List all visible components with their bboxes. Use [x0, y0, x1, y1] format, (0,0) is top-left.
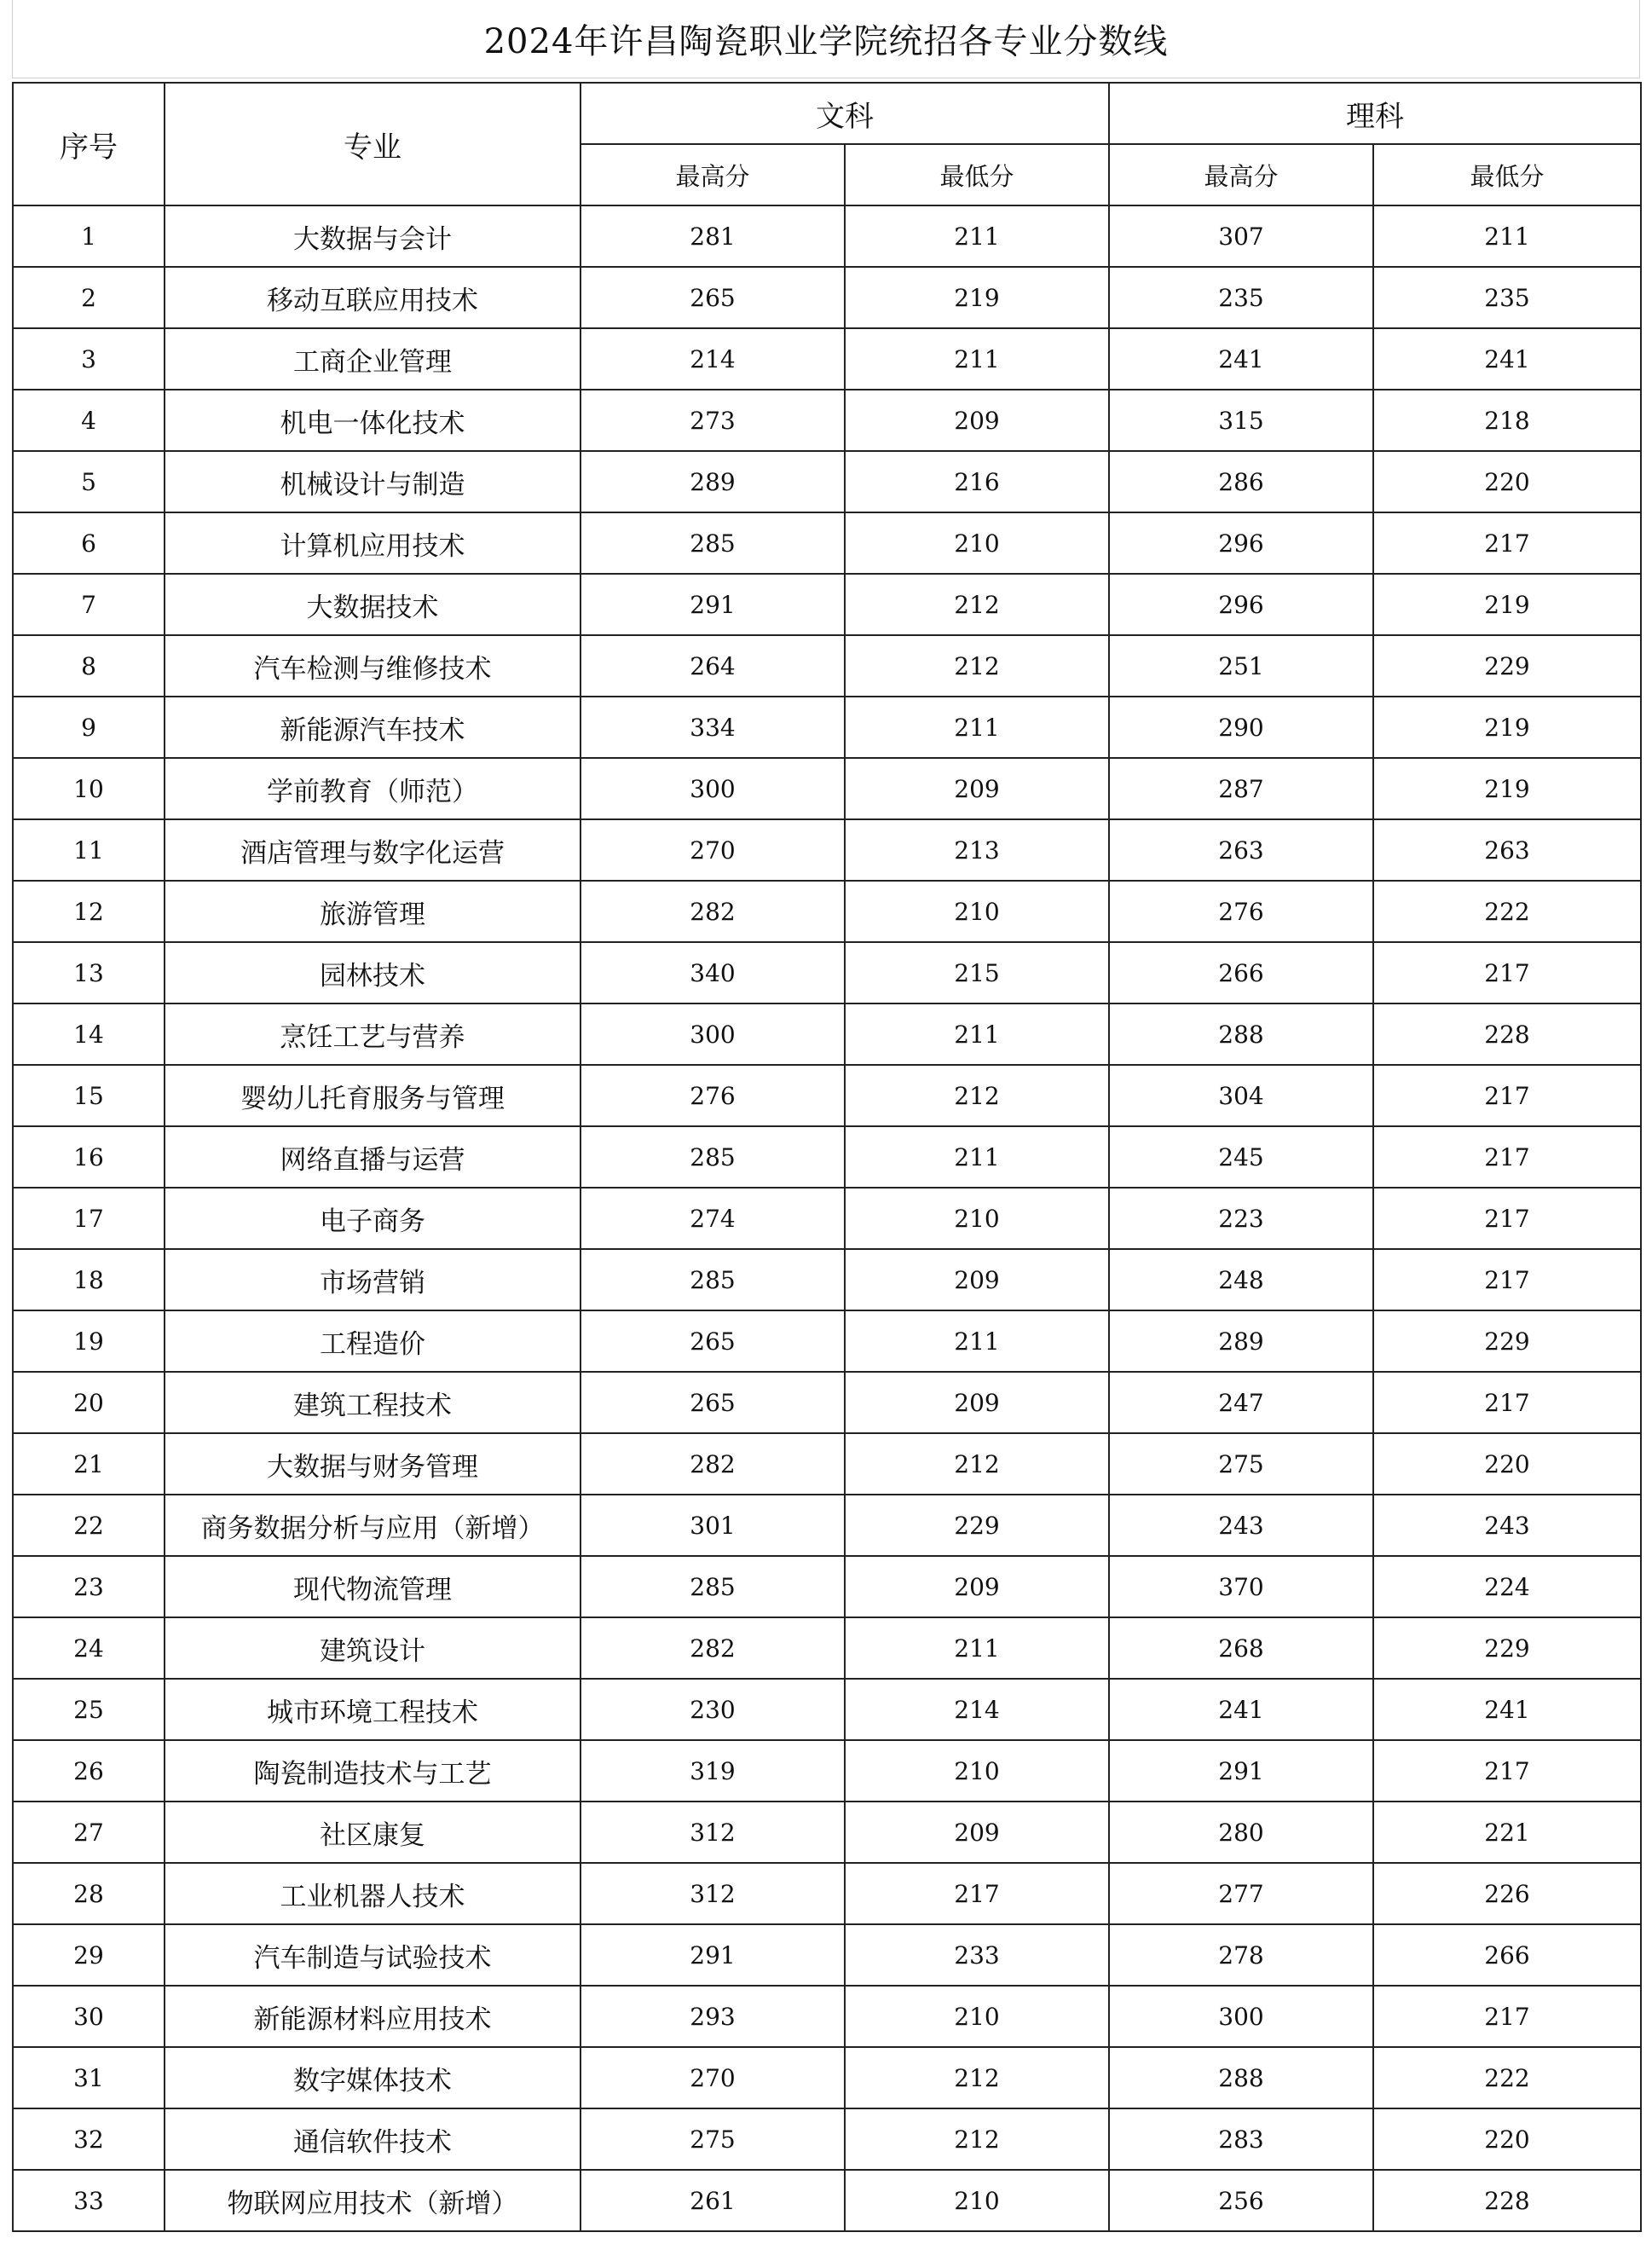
cell-liberal-lowest: 210	[845, 1188, 1109, 1249]
cell-index: 5	[13, 451, 165, 512]
cell-liberal-lowest: 215	[845, 942, 1109, 1003]
cell-liberal-lowest: 211	[845, 328, 1109, 390]
table-row	[13, 1679, 1641, 1740]
cell-science-highest: 247	[1109, 1372, 1373, 1433]
header-index: 序号	[13, 83, 165, 205]
cell-science-highest: 370	[1109, 1556, 1373, 1617]
cell-science-highest: 268	[1109, 1617, 1373, 1679]
cell-science-lowest: 219	[1373, 574, 1641, 635]
cell-science-highest: 288	[1109, 2047, 1373, 2108]
header-liberal-lowest: 最低分	[845, 144, 1109, 205]
cell-liberal-lowest: 211	[845, 697, 1109, 758]
cell-science-highest: 296	[1109, 574, 1373, 635]
cell-major: 工业机器人技术	[165, 1863, 581, 1924]
table-row	[13, 942, 1641, 1003]
table-row	[13, 819, 1641, 881]
cell-major: 电子商务	[165, 1188, 581, 1249]
cell-major: 工商企业管理	[165, 328, 581, 390]
cell-liberal-highest: 265	[581, 1310, 845, 1372]
cell-major: 计算机应用技术	[165, 512, 581, 574]
cell-index: 17	[13, 1188, 165, 1249]
cell-index: 26	[13, 1740, 165, 1802]
cell-liberal-highest: 270	[581, 819, 845, 881]
table-row	[13, 1556, 1641, 1617]
header-science: 理科	[1109, 83, 1641, 144]
cell-major: 通信软件技术	[165, 2108, 581, 2170]
table-row	[13, 205, 1641, 267]
cell-science-lowest: 220	[1373, 451, 1641, 512]
cell-index: 20	[13, 1372, 165, 1433]
cell-science-highest: 290	[1109, 697, 1373, 758]
table-row	[13, 1003, 1641, 1065]
cell-science-lowest: 241	[1373, 328, 1641, 390]
cell-science-highest: 291	[1109, 1740, 1373, 1802]
cell-science-highest: 235	[1109, 267, 1373, 328]
cell-liberal-highest: 334	[581, 697, 845, 758]
cell-major: 网络直播与运营	[165, 1126, 581, 1188]
cell-science-highest: 243	[1109, 1495, 1373, 1556]
cell-science-lowest: 217	[1373, 1372, 1641, 1433]
cell-major: 大数据与财务管理	[165, 1433, 581, 1495]
cell-major: 大数据与会计	[165, 205, 581, 267]
cell-liberal-lowest: 210	[845, 881, 1109, 942]
cell-index: 1	[13, 205, 165, 267]
cell-science-lowest: 228	[1373, 1003, 1641, 1065]
cell-liberal-highest: 285	[581, 1556, 845, 1617]
cell-major: 新能源汽车技术	[165, 697, 581, 758]
cell-liberal-highest: 301	[581, 1495, 845, 1556]
cell-science-lowest: 217	[1373, 512, 1641, 574]
cell-science-highest: 289	[1109, 1310, 1373, 1372]
cell-index: 3	[13, 328, 165, 390]
cell-index: 6	[13, 512, 165, 574]
cell-index: 8	[13, 635, 165, 697]
table-row	[13, 328, 1641, 390]
cell-index: 18	[13, 1249, 165, 1310]
cell-science-lowest: 226	[1373, 1863, 1641, 1924]
cell-liberal-highest: 319	[581, 1740, 845, 1802]
cell-index: 14	[13, 1003, 165, 1065]
cell-index: 27	[13, 1802, 165, 1863]
table-row	[13, 1310, 1641, 1372]
cell-major: 数字媒体技术	[165, 2047, 581, 2108]
header-liberal-highest: 最高分	[581, 144, 845, 205]
cell-liberal-lowest: 219	[845, 267, 1109, 328]
cell-index: 32	[13, 2108, 165, 2170]
table-row	[13, 2170, 1641, 2231]
cell-science-lowest: 235	[1373, 267, 1641, 328]
table-row	[13, 1617, 1641, 1679]
cell-liberal-lowest: 212	[845, 1433, 1109, 1495]
cell-science-highest: 278	[1109, 1924, 1373, 1986]
cell-liberal-highest: 282	[581, 1617, 845, 1679]
cell-liberal-lowest: 212	[845, 2047, 1109, 2108]
cell-science-lowest: 229	[1373, 1310, 1641, 1372]
cell-science-highest: 296	[1109, 512, 1373, 574]
cell-major: 烹饪工艺与营养	[165, 1003, 581, 1065]
table-row	[13, 1986, 1641, 2047]
table-row	[13, 1065, 1641, 1126]
cell-science-highest: 304	[1109, 1065, 1373, 1126]
cell-index: 25	[13, 1679, 165, 1740]
cell-science-lowest: 217	[1373, 1126, 1641, 1188]
cell-liberal-lowest: 209	[845, 758, 1109, 819]
score-table-body	[13, 205, 1641, 2231]
cell-major: 大数据技术	[165, 574, 581, 635]
cell-science-lowest: 224	[1373, 1556, 1641, 1617]
cell-liberal-highest: 282	[581, 1433, 845, 1495]
cell-liberal-highest: 273	[581, 390, 845, 451]
cell-science-lowest: 228	[1373, 2170, 1641, 2231]
cell-index: 29	[13, 1924, 165, 1986]
cell-liberal-lowest: 211	[845, 1617, 1109, 1679]
header-science-highest: 最高分	[1109, 144, 1373, 205]
table-row	[13, 2108, 1641, 2170]
header-liberal-arts: 文科	[581, 83, 1109, 144]
cell-liberal-highest: 285	[581, 1249, 845, 1310]
cell-science-highest: 256	[1109, 2170, 1373, 2231]
cell-liberal-highest: 312	[581, 1802, 845, 1863]
cell-liberal-lowest: 210	[845, 2170, 1109, 2231]
cell-science-lowest: 222	[1373, 881, 1641, 942]
cell-science-highest: 248	[1109, 1249, 1373, 1310]
cell-index: 4	[13, 390, 165, 451]
table-row	[13, 635, 1641, 697]
cell-liberal-highest: 340	[581, 942, 845, 1003]
cell-science-lowest: 241	[1373, 1679, 1641, 1740]
cell-science-highest: 266	[1109, 942, 1373, 1003]
cell-science-lowest: 211	[1373, 205, 1641, 267]
cell-science-lowest: 220	[1373, 1433, 1641, 1495]
cell-index: 10	[13, 758, 165, 819]
cell-liberal-highest: 270	[581, 2047, 845, 2108]
cell-science-highest: 307	[1109, 205, 1373, 267]
cell-index: 30	[13, 1986, 165, 2047]
cell-index: 16	[13, 1126, 165, 1188]
cell-liberal-highest: 293	[581, 1986, 845, 2047]
cell-liberal-highest: 230	[581, 1679, 845, 1740]
cell-science-highest: 241	[1109, 1679, 1373, 1740]
cell-major: 学前教育（师范）	[165, 758, 581, 819]
cell-liberal-lowest: 211	[845, 205, 1109, 267]
cell-major: 机械设计与制造	[165, 451, 581, 512]
cell-index: 12	[13, 881, 165, 942]
cell-liberal-highest: 289	[581, 451, 845, 512]
cell-liberal-highest: 312	[581, 1863, 845, 1924]
cell-liberal-lowest: 209	[845, 390, 1109, 451]
cell-science-highest: 287	[1109, 758, 1373, 819]
cell-liberal-lowest: 212	[845, 2108, 1109, 2170]
cell-index: 19	[13, 1310, 165, 1372]
cell-major: 陶瓷制造技术与工艺	[165, 1740, 581, 1802]
cell-science-highest: 241	[1109, 328, 1373, 390]
cell-science-lowest: 217	[1373, 942, 1641, 1003]
cell-science-highest: 223	[1109, 1188, 1373, 1249]
table-row	[13, 390, 1641, 451]
cell-index: 15	[13, 1065, 165, 1126]
cell-science-lowest: 220	[1373, 2108, 1641, 2170]
cell-liberal-lowest: 233	[845, 1924, 1109, 1986]
header-major: 专业	[165, 83, 581, 205]
cell-science-highest: 283	[1109, 2108, 1373, 2170]
cell-liberal-lowest: 210	[845, 512, 1109, 574]
cell-science-highest: 276	[1109, 881, 1373, 942]
cell-liberal-highest: 285	[581, 1126, 845, 1188]
cell-liberal-highest: 300	[581, 758, 845, 819]
cell-liberal-highest: 261	[581, 2170, 845, 2231]
cell-index: 33	[13, 2170, 165, 2231]
cell-index: 13	[13, 942, 165, 1003]
cell-science-lowest: 229	[1373, 635, 1641, 697]
cell-liberal-highest: 264	[581, 635, 845, 697]
cell-science-lowest: 217	[1373, 1740, 1641, 1802]
cell-liberal-highest: 275	[581, 2108, 845, 2170]
cell-liberal-lowest: 210	[845, 1740, 1109, 1802]
cell-liberal-highest: 285	[581, 512, 845, 574]
table-row	[13, 267, 1641, 328]
cell-liberal-lowest: 212	[845, 1065, 1109, 1126]
cell-liberal-lowest: 217	[845, 1863, 1109, 1924]
cell-major: 建筑设计	[165, 1617, 581, 1679]
table-row	[13, 1863, 1641, 1924]
table-row	[13, 451, 1641, 512]
cell-science-lowest: 217	[1373, 1249, 1641, 1310]
cell-science-lowest: 217	[1373, 1986, 1641, 2047]
cell-science-lowest: 229	[1373, 1617, 1641, 1679]
cell-index: 28	[13, 1863, 165, 1924]
cell-science-highest: 277	[1109, 1863, 1373, 1924]
cell-science-lowest: 219	[1373, 758, 1641, 819]
cell-science-highest: 288	[1109, 1003, 1373, 1065]
cell-liberal-lowest: 213	[845, 819, 1109, 881]
table-row	[13, 2047, 1641, 2108]
cell-major: 物联网应用技术（新增）	[165, 2170, 581, 2231]
cell-major: 商务数据分析与应用（新增）	[165, 1495, 581, 1556]
cell-science-lowest: 219	[1373, 697, 1641, 758]
cell-major: 城市环境工程技术	[165, 1679, 581, 1740]
cell-major: 旅游管理	[165, 881, 581, 942]
cell-major: 建筑工程技术	[165, 1372, 581, 1433]
cell-science-highest: 275	[1109, 1433, 1373, 1495]
cell-science-highest: 315	[1109, 390, 1373, 451]
cell-science-highest: 263	[1109, 819, 1373, 881]
cell-major: 婴幼儿托育服务与管理	[165, 1065, 581, 1126]
table-row	[13, 512, 1641, 574]
cell-index: 7	[13, 574, 165, 635]
cell-liberal-lowest: 211	[845, 1126, 1109, 1188]
cell-major: 园林技术	[165, 942, 581, 1003]
cell-science-highest: 245	[1109, 1126, 1373, 1188]
header-row-group	[13, 83, 1641, 144]
cell-liberal-lowest: 212	[845, 635, 1109, 697]
cell-major: 移动互联应用技术	[165, 267, 581, 328]
cell-liberal-highest: 291	[581, 1924, 845, 1986]
cell-liberal-lowest: 209	[845, 1556, 1109, 1617]
cell-index: 31	[13, 2047, 165, 2108]
cell-science-lowest: 266	[1373, 1924, 1641, 1986]
cell-major: 工程造价	[165, 1310, 581, 1372]
cell-liberal-highest: 214	[581, 328, 845, 390]
cell-science-lowest: 217	[1373, 1065, 1641, 1126]
table-row	[13, 1126, 1641, 1188]
table-row	[13, 1433, 1641, 1495]
cell-index: 24	[13, 1617, 165, 1679]
cell-major: 汽车制造与试验技术	[165, 1924, 581, 1986]
cell-science-lowest: 263	[1373, 819, 1641, 881]
table-row	[13, 1372, 1641, 1433]
cell-liberal-highest: 274	[581, 1188, 845, 1249]
cell-liberal-highest: 300	[581, 1003, 845, 1065]
cell-liberal-lowest: 211	[845, 1003, 1109, 1065]
cell-major: 社区康复	[165, 1802, 581, 1863]
score-table	[12, 82, 1642, 2232]
cell-liberal-lowest: 210	[845, 1986, 1109, 2047]
cell-major: 酒店管理与数字化运营	[165, 819, 581, 881]
table-row	[13, 697, 1641, 758]
cell-index: 11	[13, 819, 165, 881]
cell-index: 23	[13, 1556, 165, 1617]
table-row	[13, 1802, 1641, 1863]
cell-science-highest: 300	[1109, 1986, 1373, 2047]
cell-liberal-lowest: 229	[845, 1495, 1109, 1556]
cell-liberal-highest: 281	[581, 205, 845, 267]
cell-index: 2	[13, 267, 165, 328]
cell-liberal-lowest: 209	[845, 1802, 1109, 1863]
cell-science-lowest: 217	[1373, 1188, 1641, 1249]
cell-liberal-lowest: 211	[845, 1310, 1109, 1372]
cell-liberal-highest: 265	[581, 1372, 845, 1433]
cell-major: 新能源材料应用技术	[165, 1986, 581, 2047]
cell-liberal-lowest: 216	[845, 451, 1109, 512]
table-row	[13, 1249, 1641, 1310]
cell-liberal-highest: 265	[581, 267, 845, 328]
table-row	[13, 574, 1641, 635]
cell-science-lowest: 218	[1373, 390, 1641, 451]
cell-liberal-lowest: 209	[845, 1249, 1109, 1310]
cell-science-highest: 251	[1109, 635, 1373, 697]
cell-index: 9	[13, 697, 165, 758]
table-row	[13, 1924, 1641, 1986]
cell-major: 现代物流管理	[165, 1556, 581, 1617]
page-title: 2024年许昌陶瓷职业学院统招各专业分数线	[12, 0, 1640, 78]
cell-liberal-lowest: 214	[845, 1679, 1109, 1740]
cell-liberal-highest: 276	[581, 1065, 845, 1126]
header-science-lowest: 最低分	[1373, 144, 1641, 205]
cell-index: 22	[13, 1495, 165, 1556]
cell-index: 21	[13, 1433, 165, 1495]
table-row	[13, 881, 1641, 942]
table-row	[13, 1495, 1641, 1556]
cell-liberal-highest: 282	[581, 881, 845, 942]
cell-major: 机电一体化技术	[165, 390, 581, 451]
cell-major: 市场营销	[165, 1249, 581, 1310]
cell-science-lowest: 221	[1373, 1802, 1641, 1863]
table-row	[13, 1188, 1641, 1249]
cell-science-lowest: 222	[1373, 2047, 1641, 2108]
cell-liberal-highest: 291	[581, 574, 845, 635]
cell-liberal-lowest: 209	[845, 1372, 1109, 1433]
table-row	[13, 758, 1641, 819]
cell-major: 汽车检测与维修技术	[165, 635, 581, 697]
cell-science-highest: 280	[1109, 1802, 1373, 1863]
cell-liberal-lowest: 212	[845, 574, 1109, 635]
table-row	[13, 1740, 1641, 1802]
cell-science-lowest: 243	[1373, 1495, 1641, 1556]
cell-science-highest: 286	[1109, 451, 1373, 512]
